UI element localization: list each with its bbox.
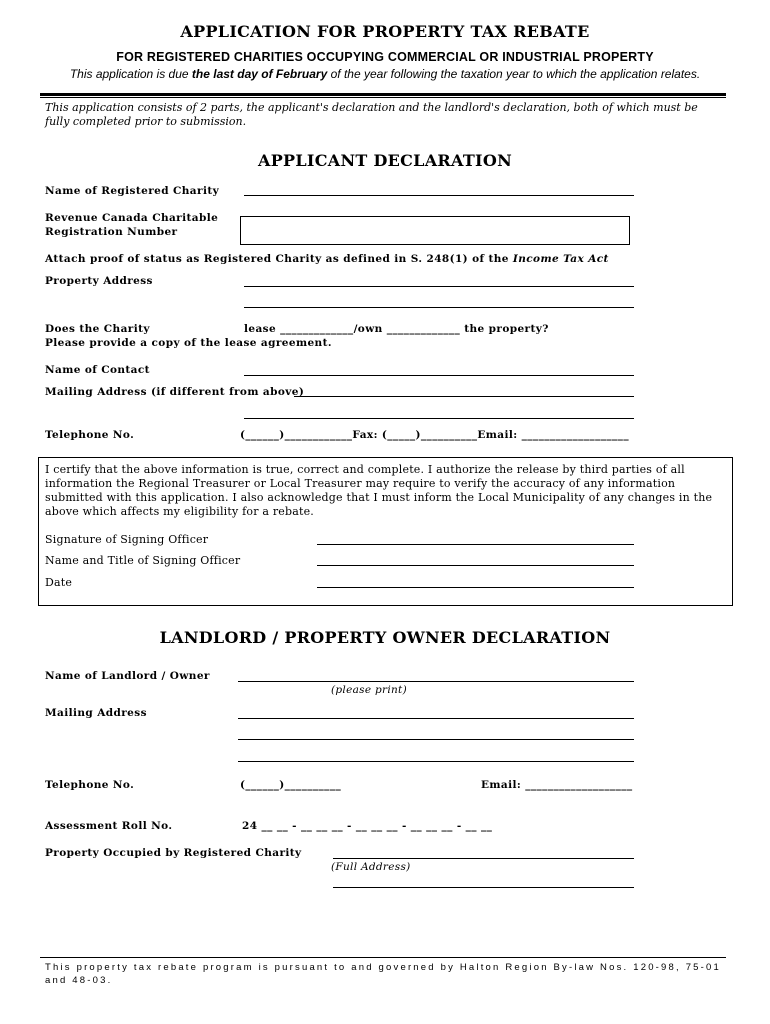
landlord-phone-field[interactable]: (______)__________ xyxy=(240,779,342,791)
signing-officer-name-label: Name and Title of Signing Officer xyxy=(45,554,241,567)
property-address-field-1[interactable] xyxy=(244,286,634,287)
contact-name-field[interactable] xyxy=(244,375,634,376)
attach-proof-note xyxy=(45,253,609,267)
income-tax-act: Income Tax Act xyxy=(512,253,609,265)
assessment-roll-label: Assessment Roll No. xyxy=(45,820,173,832)
registration-label-2: Registration Number xyxy=(45,226,178,238)
landlord-telephone-label: Telephone No. xyxy=(45,779,135,791)
lease-own-field[interactable]: lease _____________/own _____________ the property? xyxy=(244,323,549,335)
form-title: APPLICATION FOR PROPERTY TAX REBATE xyxy=(180,22,590,41)
applicant-heading: APPLICANT DECLARATION xyxy=(257,151,513,170)
header-rule-thin xyxy=(40,97,726,98)
mailing-address-label: Mailing Address (if different from above) xyxy=(45,386,305,398)
lease-copy-note: Please provide a copy of the lease agreement. xyxy=(45,337,332,349)
occupied-property-label: Property Occupied by Registered Charity xyxy=(45,847,302,859)
date-label: Date xyxy=(45,576,73,589)
attach-proof-text: Attach proof of status as Registered Charity as defined in S. 248(1) of the xyxy=(45,253,513,265)
charity-name-label: Name of Registered Charity xyxy=(45,185,220,197)
contact-name-label: Name of Contact xyxy=(45,364,150,376)
landlord-mailing-field-1[interactable] xyxy=(238,718,634,719)
mailing-address-field-1[interactable] xyxy=(294,396,634,397)
header-rule-thick xyxy=(40,93,726,96)
please-print-note: (please print) xyxy=(331,684,407,696)
landlord-mailing-field-3[interactable] xyxy=(238,761,634,762)
footer-rule xyxy=(40,957,726,958)
due-suffix: of the year following the taxation year to which the application relates. xyxy=(327,67,701,81)
landlord-email-field[interactable]: Email: ___________________ xyxy=(481,779,633,791)
landlord-heading: LANDLORD / PROPERTY OWNER DECLARATION xyxy=(159,628,611,647)
full-address-note: (Full Address) xyxy=(331,861,411,873)
signing-officer-name-field[interactable] xyxy=(317,565,634,566)
telephone-label: Telephone No. xyxy=(45,429,135,441)
intro-note: This application consists of 2 parts, the applicant's declaration and the landlord's declaration, both of which must be fully completed prior to submission. xyxy=(45,101,698,128)
date-field[interactable] xyxy=(317,587,634,588)
landlord-name-field[interactable] xyxy=(238,681,634,682)
landlord-mailing-label: Mailing Address xyxy=(45,707,147,719)
occupied-property-field-1[interactable] xyxy=(333,858,634,859)
assessment-roll-field[interactable]: 24 __ __ - __ __ __ - __ __ __ - __ __ __ - __ __ xyxy=(242,820,493,832)
due-date-note xyxy=(0,67,770,81)
occupied-property-field-2[interactable] xyxy=(333,887,634,888)
certification-text: I certify that the above information is true, correct and complete. I authorize the release by third parties of all information the Regional Treasurer or Local Treasurer may require to verify the accuracy of any information submitted with this application. I also acknowledge that I must inform the Local Municipality of any changes in the above which affects my eligibility for a rebate. xyxy=(45,463,713,518)
property-address-label: Property Address xyxy=(45,275,153,287)
signature-label: Signature of Signing Officer xyxy=(45,533,209,546)
landlord-name-label: Name of Landlord / Owner xyxy=(45,670,210,682)
signature-field[interactable] xyxy=(317,544,634,545)
phone-fax-email-fields[interactable]: (______)____________Fax: (_____)__________Email: ___________________ xyxy=(240,429,629,441)
due-deadline: the last day of February xyxy=(191,67,328,81)
landlord-mailing-field-2[interactable] xyxy=(238,739,634,740)
registration-label-1: Revenue Canada Charitable xyxy=(45,212,219,224)
charity-tenure-label: Does the Charity xyxy=(45,323,150,335)
property-address-field-2[interactable] xyxy=(244,307,634,308)
registration-number-box[interactable] xyxy=(240,216,630,245)
footer-note: This property tax rebate program is pursuant to and governed by Halton Region By-law Nos. 120-98, 75-01 and 48-03. xyxy=(45,962,721,986)
form-subtitle: FOR REGISTERED CHARITIES OCCUPYING COMMERCIAL OR INDUSTRIAL PROPERTY xyxy=(116,50,654,64)
due-prefix: This application is due xyxy=(69,67,192,81)
mailing-address-field-2[interactable] xyxy=(244,418,634,419)
charity-name-field[interactable] xyxy=(244,195,634,196)
